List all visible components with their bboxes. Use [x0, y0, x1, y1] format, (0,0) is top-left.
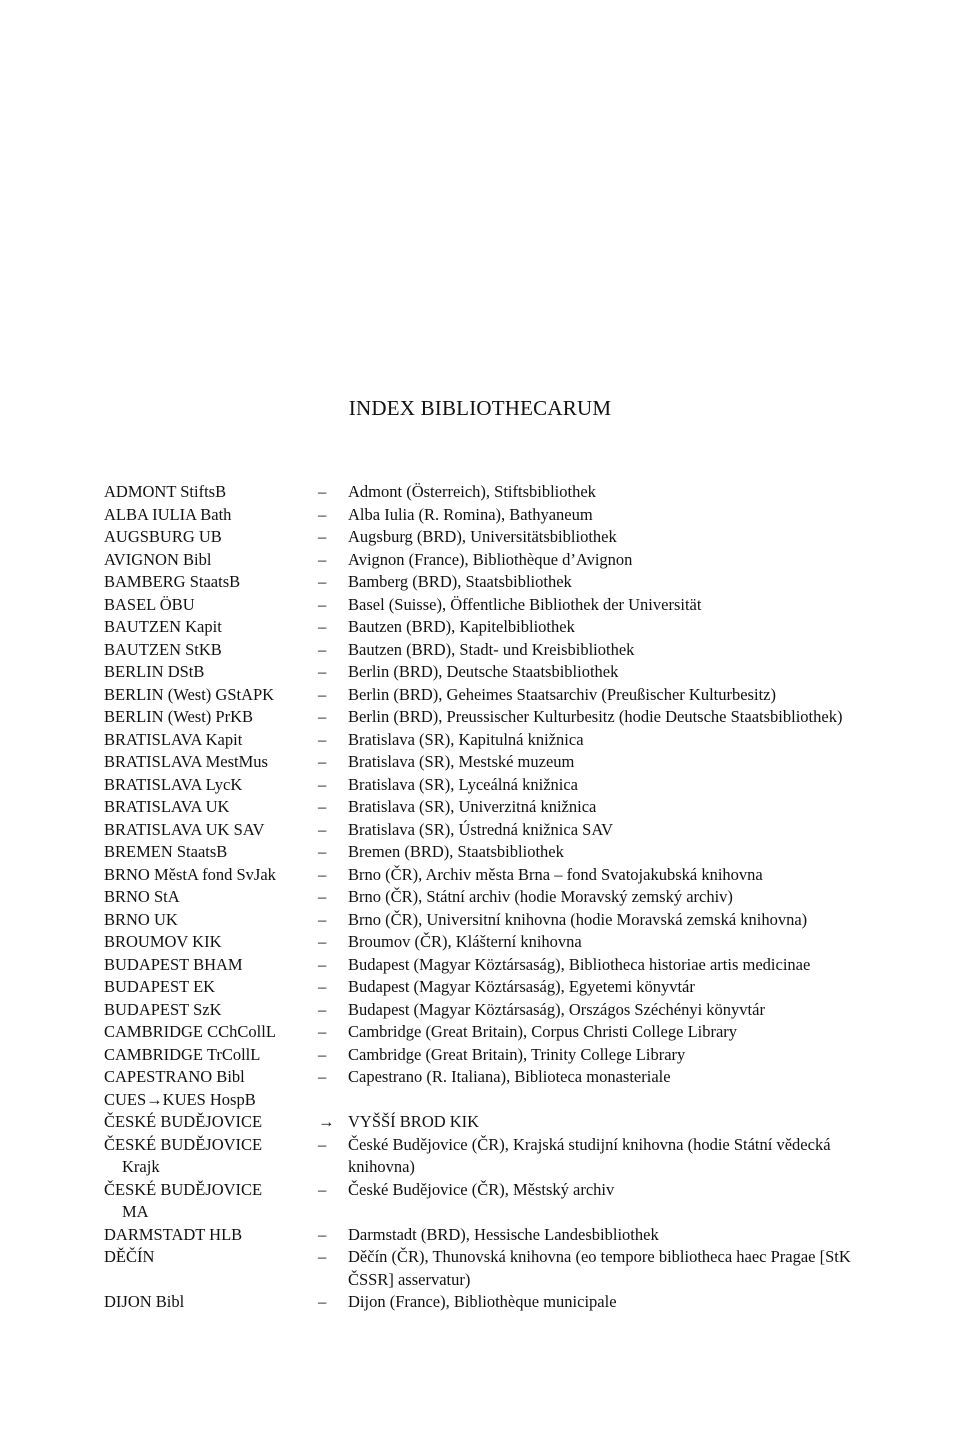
entry-description: Dijon (France), Bibliothèque municipale: [348, 1292, 617, 1311]
entry-siglum: [104, 1134, 318, 1179]
entry-siglum: DĚČÍN: [104, 1247, 155, 1266]
entry-separator: –: [318, 527, 327, 546]
entry-siglum: BRNO StA: [104, 887, 180, 906]
entry-description: Brno (ČR), Archiv města Brna – fond Svatojakubská knihovna: [348, 864, 763, 884]
index-entry: [104, 481, 864, 504]
index-entry: [104, 1089, 864, 1112]
entry-description: Berlin (BRD), Geheimes Staatsarchiv (Preußischer Kulturbesitz): [348, 684, 776, 704]
entry-separator: –: [318, 752, 327, 771]
entry-separator: –: [318, 594, 327, 614]
entry-siglum: CUES→KUES HospB: [104, 1089, 256, 1109]
entry-siglum: BROUMOV KIK: [104, 932, 222, 951]
entry-description: Darmstadt (BRD), Hessische Landesbibliothek: [348, 1224, 659, 1244]
entry-description: Berlin (BRD), Deutsche Staatsbibliothek: [348, 662, 619, 681]
entry-separator: –: [318, 864, 327, 884]
index-entry: [104, 909, 864, 932]
entry-description: Cambridge (Great Britain), Trinity College Library: [348, 1044, 686, 1064]
entry-description: Bautzen (BRD), Kapitelbibliothek: [348, 617, 575, 636]
entry-separator: –: [318, 1224, 327, 1244]
entry-description: Bratislava (SR), Univerzitná knižnica: [348, 797, 597, 816]
entry-separator: –: [318, 482, 327, 501]
page-title: INDEX BIBLIOTHECARUM: [348, 396, 612, 420]
entry-siglum: BRATISLAVA UK SAV: [104, 819, 265, 839]
entry-description: Děčín (ČR), Thunovská knihovna (eo tempore bibliotheca haec Pragae [StK ČSSR] asservatur): [348, 1247, 851, 1289]
entry-siglum: [104, 1179, 318, 1224]
entry-siglum: BERLIN (West) PrKB: [104, 707, 253, 726]
index-entry: [104, 954, 864, 977]
index-entry: [104, 1291, 864, 1314]
index-entry: [104, 1224, 864, 1247]
index-entry: [104, 729, 864, 752]
entry-separator: –: [318, 1134, 327, 1154]
entry-siglum: BERLIN (West) GStAPK: [104, 684, 275, 704]
entry-description: České Budějovice (ČR), Městský archiv: [348, 1179, 615, 1199]
entry-description: Alba Iulia (R. Romina), Bathyaneum: [348, 504, 593, 524]
entry-description: Berlin (BRD), Preussischer Kulturbesitz (hodie Deutsche Staatsbibliothek): [348, 707, 843, 726]
entry-separator: –: [318, 729, 327, 749]
entry-siglum: BUDAPEST EK: [104, 977, 216, 996]
entry-siglum-continuation: MA: [122, 1202, 149, 1221]
entry-separator: –: [318, 932, 327, 951]
entry-description: Bamberg (BRD), Staatsbibliothek: [348, 572, 572, 591]
entry-separator: –: [318, 819, 327, 839]
index-entry: [104, 819, 864, 842]
index-entry: [104, 616, 864, 639]
entry-separator: –: [318, 797, 327, 816]
entry-siglum: AUGSBURG UB: [104, 527, 222, 546]
entry-siglum: ADMONT StiftsB: [104, 482, 227, 501]
entry-separator: –: [318, 999, 327, 1019]
entry-description: České Budějovice (ČR), Krajská studijní knihovna (hodie Státní vědecká knihovna): [348, 1134, 831, 1176]
entry-separator: –: [318, 1067, 327, 1086]
entry-separator: –: [318, 1179, 327, 1199]
index-entry: [104, 639, 864, 662]
entry-description: Brno (ČR), Státní archiv (hodie Moravský zemský archiv): [348, 887, 733, 906]
entry-siglum: BRATISLAVA MestMus: [104, 752, 268, 771]
index-entry: [104, 549, 864, 572]
entry-description: Budapest (Magyar Köztársaság), Egyetemi könyvtár: [348, 977, 695, 996]
entry-siglum: BAUTZEN Kapit: [104, 617, 222, 636]
entry-separator: –: [318, 639, 327, 659]
entry-separator: –: [318, 1022, 327, 1041]
index-entry: [104, 796, 864, 819]
entry-description: VYŠŠÍ BROD KIK: [348, 1112, 480, 1131]
entry-description: Augsburg (BRD), Universitätsbibliothek: [348, 527, 617, 546]
entry-siglum: BRATISLAVA Kapit: [104, 729, 243, 749]
entry-siglum: BASEL ÖBU: [104, 594, 195, 614]
entry-siglum: DIJON Bibl: [104, 1292, 185, 1311]
index-entry: [104, 774, 864, 797]
index-entry: [104, 684, 864, 707]
entry-separator: →: [318, 1112, 335, 1131]
entry-separator: –: [318, 887, 327, 906]
entry-separator: –: [318, 842, 327, 861]
entry-description: Basel (Suisse), Öffentliche Bibliothek der Universität: [348, 594, 702, 614]
entry-siglum: BERLIN DStB: [104, 662, 205, 681]
index-entry: [104, 1111, 864, 1134]
entry-description: Bratislava (SR), Kapitulná knižnica: [348, 729, 584, 749]
entry-siglum: DARMSTADT HLB: [104, 1224, 243, 1244]
index-entry: [104, 526, 864, 549]
index-entry: [104, 841, 864, 864]
index-entry: [104, 1044, 864, 1067]
entry-separator: –: [318, 954, 327, 974]
entry-siglum: CAMBRIDGE CChCollL: [104, 1022, 276, 1041]
entry-separator: –: [318, 1044, 327, 1064]
index-entry: [104, 1066, 864, 1089]
entry-siglum: BAUTZEN StKB: [104, 639, 222, 659]
entry-separator: –: [318, 617, 327, 636]
entry-description: Budapest (Magyar Köztársaság), Bibliotheca historiae artis medicinae: [348, 954, 811, 974]
entry-description: Brno (ČR), Universitní knihovna (hodie Moravská zemská knihovna): [348, 909, 808, 929]
index-entry: [104, 571, 864, 594]
index-entry: [104, 594, 864, 617]
entry-siglum: BRATISLAVA UK: [104, 797, 230, 816]
entry-description: Budapest (Magyar Köztársaság), Országos Széchényi könyvtár: [348, 999, 765, 1019]
entry-siglum: BUDAPEST BHAM: [104, 954, 243, 974]
index-entry: [104, 1021, 864, 1044]
entry-description: Bautzen (BRD), Stadt- und Kreisbibliothek: [348, 639, 635, 659]
entry-separator: –: [318, 977, 327, 996]
entry-siglum: ALBA IULIA Bath: [104, 504, 232, 524]
entry-siglum: BREMEN StaatsB: [104, 842, 228, 861]
index-entry: [104, 886, 864, 909]
index-entry: [104, 864, 864, 887]
entry-separator: –: [318, 774, 327, 794]
entry-separator: –: [318, 549, 327, 569]
entry-separator: –: [318, 707, 327, 726]
entry-siglum: BRNO UK: [104, 909, 178, 929]
entry-siglum-continuation: Krajk: [122, 1157, 160, 1176]
library-index-list: [104, 481, 864, 1314]
index-entry: [104, 976, 864, 999]
index-entry: [104, 999, 864, 1022]
entry-description: Avignon (France), Bibliothèque d’Avignon: [348, 549, 633, 569]
entry-siglum: CAPESTRANO Bibl: [104, 1067, 245, 1086]
entry-siglum: CAMBRIDGE TrCollL: [104, 1044, 261, 1064]
entry-siglum-line: ČESKÉ BUDĚJOVICE: [104, 1134, 263, 1154]
entry-siglum: AVIGNON Bibl: [104, 549, 212, 569]
entry-separator: –: [318, 909, 327, 929]
entry-separator: –: [318, 1292, 327, 1311]
entry-siglum: ČESKÉ BUDĚJOVICE: [104, 1112, 263, 1131]
entry-description: Capestrano (R. Italiana), Biblioteca monasteriale: [348, 1067, 671, 1086]
entry-siglum-line: ČESKÉ BUDĚJOVICE: [104, 1179, 263, 1199]
entry-siglum: BRATISLAVA LycK: [104, 774, 243, 794]
entry-description: Bratislava (SR), Lyceálná knižnica: [348, 774, 579, 794]
entry-separator: –: [318, 1247, 327, 1266]
entry-description: Admont (Österreich), Stiftsbibliothek: [348, 482, 596, 501]
entry-description: Bratislava (SR), Ústredná knižnica SAV: [348, 819, 614, 839]
index-entry: [104, 661, 864, 684]
index-entry: [104, 1134, 864, 1179]
entry-description: Bratislava (SR), Mestské muzeum: [348, 752, 575, 771]
index-entry: [104, 1246, 864, 1291]
entry-separator: –: [318, 572, 327, 591]
entry-siglum: BUDAPEST SzK: [104, 999, 222, 1019]
entry-description: Cambridge (Great Britain), Corpus Christi College Library: [348, 1022, 738, 1041]
entry-description: Bremen (BRD), Staatsbibliothek: [348, 842, 564, 861]
index-entry: [104, 504, 864, 527]
entry-siglum: BAMBERG StaatsB: [104, 572, 241, 591]
entry-siglum: BRNO MěstA fond SvJak: [104, 864, 276, 884]
index-entry: [104, 931, 864, 954]
index-entry: [104, 706, 864, 729]
index-entry: [104, 1179, 864, 1224]
entry-description: Broumov (ČR), Klášterní knihovna: [348, 932, 582, 951]
index-entry: [104, 751, 864, 774]
entry-separator: –: [318, 662, 327, 681]
entry-separator: –: [318, 684, 327, 704]
entry-separator: –: [318, 504, 327, 524]
